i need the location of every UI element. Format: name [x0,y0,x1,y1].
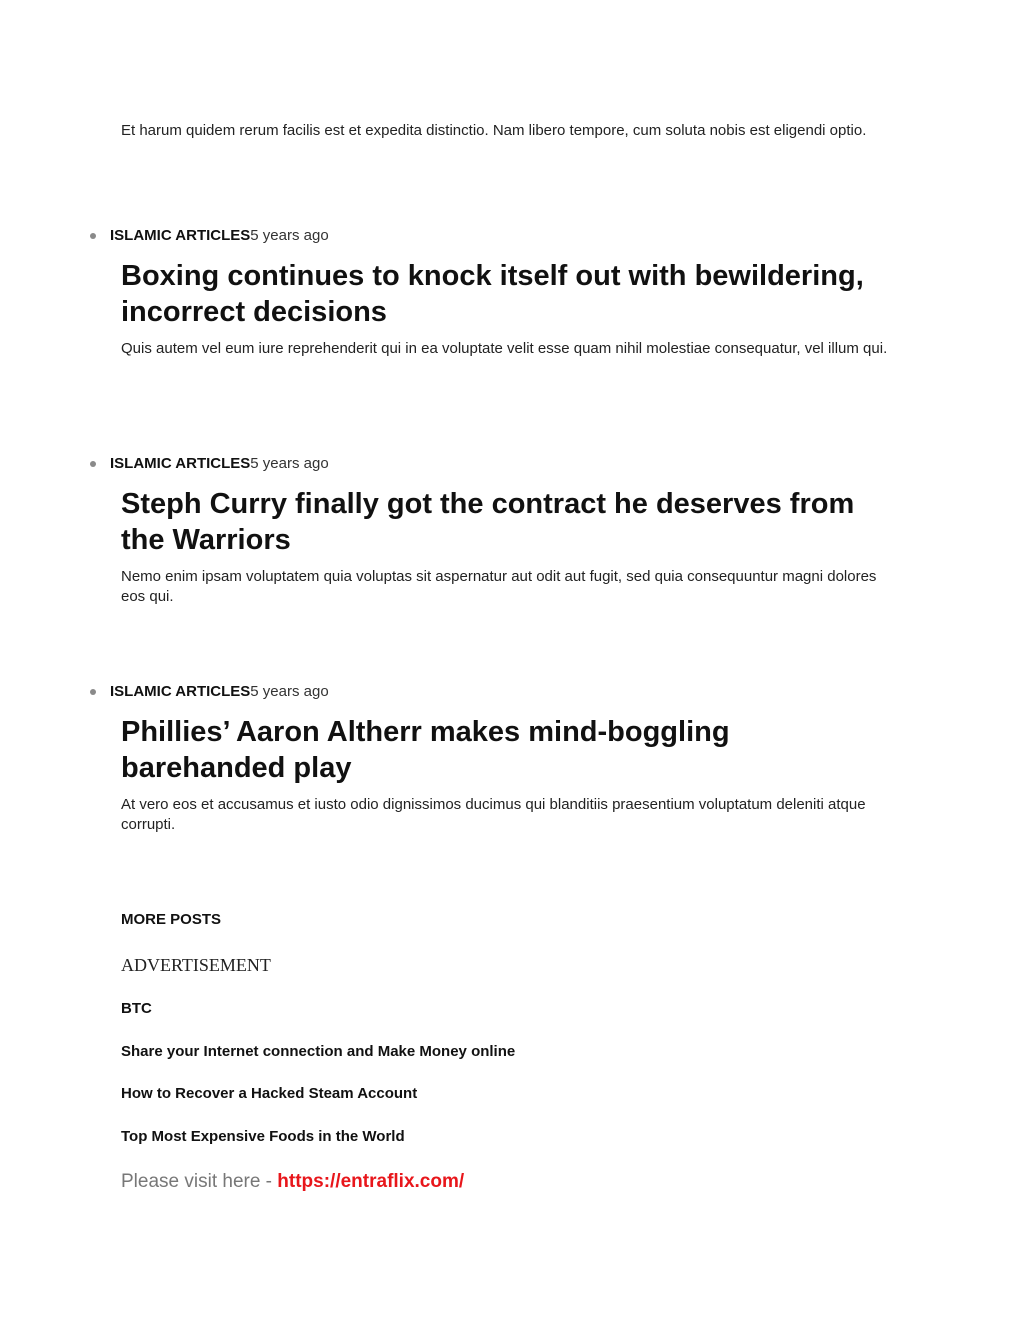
bullet-icon [90,461,96,467]
visit-url-link[interactable]: https://entraflix.com/ [277,1171,465,1192]
more-post-link-share-internet[interactable]: Share your Internet connection and Make Money online [121,1043,516,1060]
more-post-link-btc[interactable]: BTC [121,1000,152,1017]
article-excerpt: Nemo enim ipsam voluptatem quia voluptas sit aspernatur aut odit aut fugit, sed quia consequuntur magni dolores eos qui. [121,568,877,605]
article-title-link[interactable]: Phillies’ Aaron Altherr makes mind-boggling barehanded play [121,716,730,784]
article-meta [90,226,329,246]
article-meta [90,682,329,702]
category-link[interactable]: ISLAMIC ARTICLES [110,683,251,700]
article-excerpt: Quis autem vel eum iure reprehenderit qui in ea voluptate velit esse quam nihil molestiae consequatur, vel illum qui. [121,340,888,357]
more-post-link-steam-account[interactable]: How to Recover a Hacked Steam Account [121,1085,418,1102]
advertisement-label: ADVERTISEMENT [121,955,271,975]
visit-prefix: Please visit here - [121,1171,278,1192]
intro-excerpt: Et harum quidem rerum facilis est et expedita distinctio. Nam libero tempore, cum soluta nobis est eligendi optio. [121,122,867,139]
bullet-icon [90,689,96,695]
bullet-icon [90,233,96,239]
article-excerpt: At vero eos et accusamus et iusto odio dignissimos ducimus qui blanditiis praesentium voluptatum deleniti atque corrupti. [121,796,866,833]
article-title-link[interactable]: Steph Curry finally got the contract he deserves from the Warriors [121,488,855,556]
more-post-link-expensive-foods[interactable]: Top Most Expensive Foods in the World [121,1128,405,1145]
time-ago: 5 years ago [250,227,329,244]
article-title-link[interactable]: Boxing continues to knock itself out with bewildering, incorrect decisions [121,260,864,328]
time-ago: 5 years ago [250,455,329,472]
category-link[interactable]: ISLAMIC ARTICLES [110,227,251,244]
article-meta [90,454,329,474]
category-link[interactable]: ISLAMIC ARTICLES [110,455,251,472]
visit-line [121,1170,464,1194]
more-posts-heading: MORE POSTS [121,911,222,928]
time-ago: 5 years ago [250,683,329,700]
